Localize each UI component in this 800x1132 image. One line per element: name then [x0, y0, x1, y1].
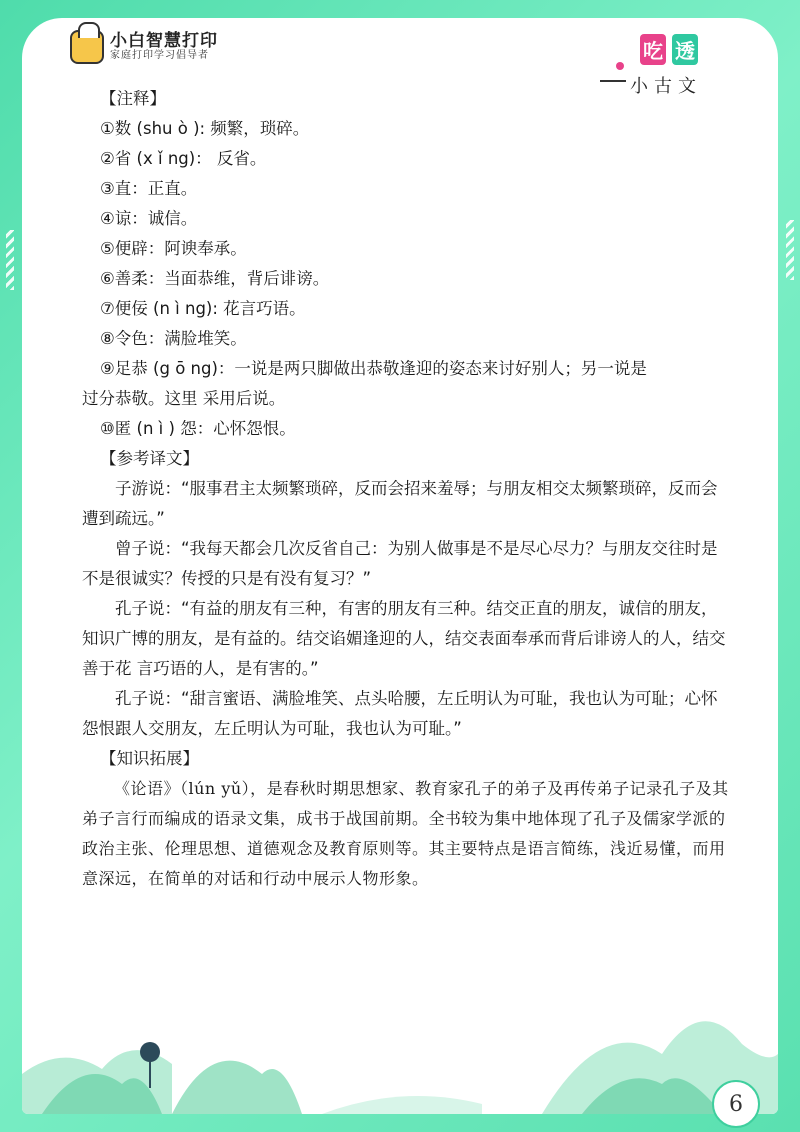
note-5: ⑤便辟：阿谀奉承。 — [100, 239, 247, 258]
note-10: ⑩匿 (n ì ) 怨：心怀怨恨。 — [100, 419, 296, 438]
note-9: ⑨足恭 (g ō ng)：一说是两只脚做出恭敬逢迎的姿态来讨好别人；另一说是 — [100, 359, 647, 378]
logo-icon — [70, 30, 104, 64]
brand-chi: 吃 — [640, 34, 666, 65]
logo-subtitle: 家庭打印学习倡导者 — [110, 49, 209, 61]
brand-line — [600, 80, 626, 82]
logo — [70, 30, 218, 64]
note-2: ②省 (x ǐ ng)： 反省。 — [100, 149, 267, 168]
translation-paragraph-4: 孔子说：“甜言蜜语、满脸堆笑、点头哈腰，左丘明认为可耻，我也认为可耻；心怀怨恨跟人交朋友，左丘明认为可耻，我也认为可耻。” — [82, 689, 718, 738]
extension-paragraph: 《论语》（lún yǔ），是春秋时期思想家、教育家孔子的弟子及再传弟子记录孔子及其弟子言行而编成的语录文集，成书于战国前期。全书较为集中地体现了孔子及儒家学派的政治主张、伦理思想、道德观念及教育原则等。其主要特点是语言简练，浅近易懂，而用意深远，在简单的对话和行动中展示人物形象。 — [82, 779, 729, 888]
note-7: ⑦便佞 (n ì ng): 花言巧语。 — [100, 299, 306, 318]
mountain-left-3 — [172, 1061, 302, 1114]
note-9-continued: 过分恭敬。这里 采用后说。 — [82, 389, 286, 408]
note-6: ⑥善柔：当面恭维，背后诽谤。 — [100, 269, 330, 288]
note-1: ①数 (shu ò ): 频繁，琐碎。 — [100, 119, 310, 138]
notes-heading: 【注释】 — [100, 89, 166, 108]
main-content — [82, 84, 732, 894]
translation-paragraph-1: 子游说：“服事君主太频繁琐碎，反而会招来羞辱；与朋友相交太频繁琐碎，反而会遭到疏远。” — [82, 479, 718, 528]
note-4: ④谅：诚信。 — [100, 209, 198, 228]
page-body — [22, 18, 778, 1114]
brand-tou: 透 — [672, 34, 698, 65]
note-8: ⑧令色：满脸堆笑。 — [100, 329, 247, 348]
note-3: ③直：正直。 — [100, 179, 198, 198]
figure-body — [149, 1054, 151, 1088]
translation-paragraph-2: 曾子说：“我每天都会几次反省自己：为别人做事是不是尽心尽力？与朋友交往时是不是很诚实？传授的只是有没有复习？” — [82, 539, 718, 588]
translation-heading: 【参考译文】 — [100, 449, 199, 468]
extension-heading: 【知识拓展】 — [100, 749, 199, 768]
brand-dot — [616, 62, 624, 70]
frame-stripes-right — [786, 220, 794, 280]
translation-paragraph-3: 孔子说：“有益的朋友有三种，有害的朋友有三种。结交正直的朋友，诚信的朋友，知识广博的朋友，是有益的。结交谄媚逢迎的人，结交表面奉承而背后诽谤人的人，结交善于花 言巧语的人，是有害的。” — [82, 599, 726, 678]
page-number: 6 — [712, 1080, 760, 1128]
frame-stripes-left — [6, 230, 14, 290]
logo-title: 小白智慧打印 — [110, 30, 218, 51]
brand-subtitle: 小古文 — [630, 76, 702, 97]
hill-middle — [322, 1096, 482, 1114]
mountain-landscape — [22, 974, 778, 1114]
